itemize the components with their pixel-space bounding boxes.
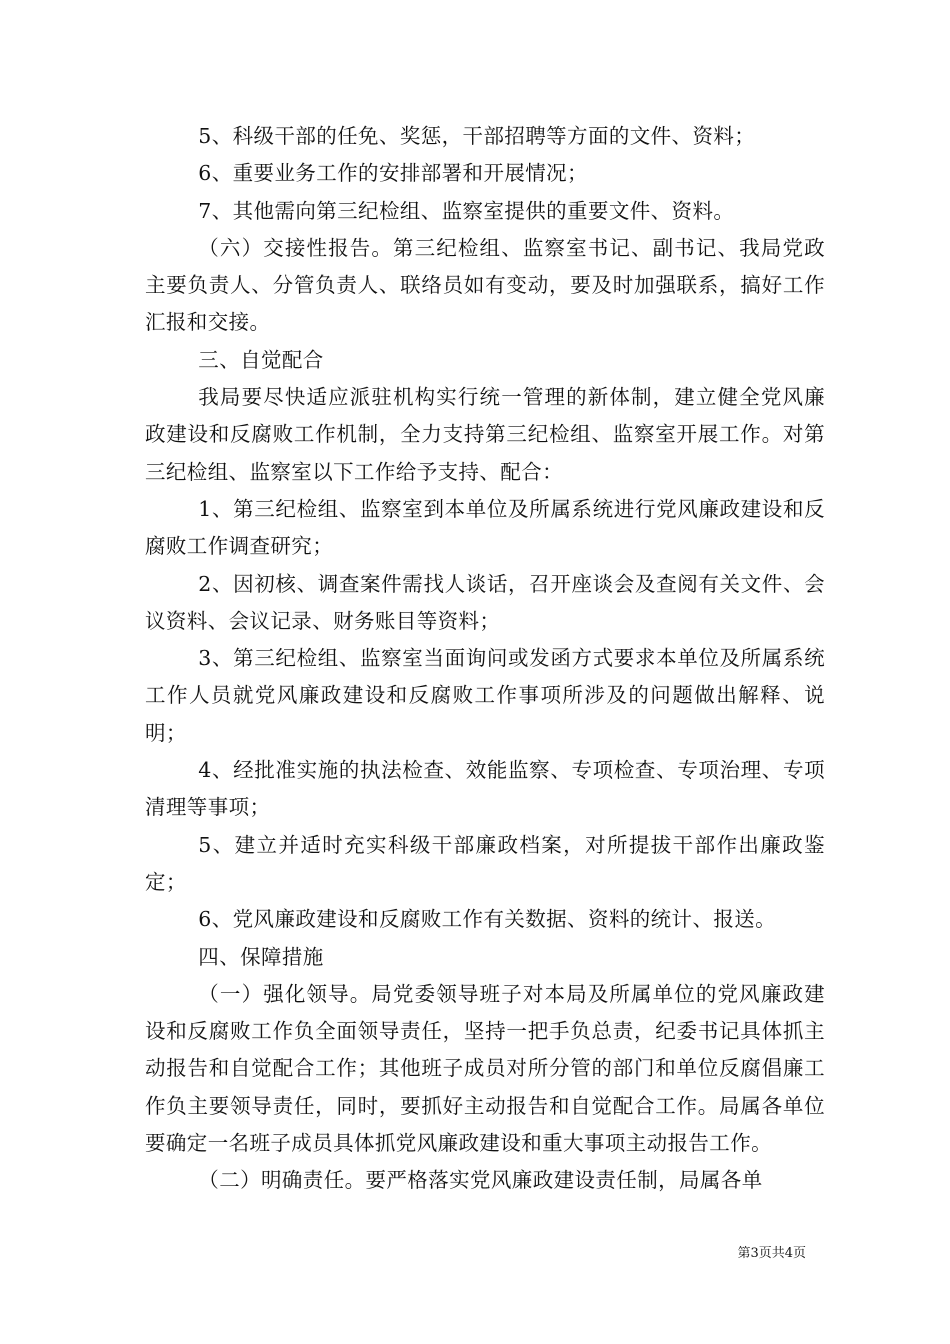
paragraph-cooperation-3: 3、第三纪检组、监察室当面询问或发函方式要求本单位及所属系统工作人员就党风廉政建设和反腐败工作事项所涉及的问题做出解释、说明；	[145, 646, 825, 745]
paragraph-item-5: 5、科级干部的任免、奖惩，干部招聘等方面的文件、资料；	[198, 124, 756, 148]
paragraph-item-7: 7、其他需向第三纪检组、监察室提供的重要文件、资料。	[198, 198, 735, 223]
paragraph-strengthen-leadership: （一）强化领导。局党委领导班子对本局及所属单位的党风廉政建设和反腐败工作负全面领导责任，坚持一把手负总责，纪委书记具体抓主动报告和自觉配合工作；其他班子成员对所分管的部门和单位反腐倡廉工作负主要领导责任，同时，要抓好主动报告和自觉配合工作。局属各单位要确定一名班子成员具体抓党风廉政建设和重大事项主动报告工作。	[145, 981, 825, 1156]
paragraph-handover-report: （六）交接性报告。第三纪检组、监察室书记、副书记、我局党政主要负责人、分管负责人、联络员如有变动，要及时加强联系，搞好工作汇报和交接。	[145, 235, 825, 335]
page-number: 第3页共4页	[737, 1246, 806, 1261]
paragraph-cooperation-1: 1、第三纪检组、监察室到本单位及所属系统进行党风廉政建设和反腐败工作调查研究；	[145, 496, 825, 559]
paragraph-cooperation-2: 2、因初核、调查案件需找人谈话，召开座谈会及查阅有关文件、会议资料、会议记录、财务账目等资料；	[145, 571, 825, 633]
paragraph-cooperation-5: 5、建立并适时充实科级干部廉政档案，对所提拔干部作出廉政鉴定；	[145, 832, 825, 894]
document-body	[145, 118, 825, 1200]
section-heading-safeguards: 四、保障措施	[198, 944, 324, 969]
paragraph-clarify-responsibility: （二）明确责任。要严格落实党风廉政建设责任制，局属各单	[198, 1168, 763, 1193]
paragraph-cooperation-6: 6、党风廉政建设和反腐败工作有关数据、资料的统计、报送。	[198, 907, 777, 932]
section-heading-cooperation: 三、自觉配合	[198, 347, 324, 372]
paragraph-cooperation-4: 4、经批准实施的执法检查、效能监察、专项检查、专项治理、专项清理等事项；	[145, 758, 825, 820]
paragraph-cooperation-intro: 我局要尽快适应派驻机构实行统一管理的新体制，建立健全党风廉政建设和反腐败工作机制，全力支持第三纪检组、监察室开展工作。对第三纪检组、监察室以下工作给予支持、配合：	[145, 385, 825, 484]
paragraph-item-6: 6、重要业务工作的安排部署和开展情况；	[198, 161, 588, 186]
